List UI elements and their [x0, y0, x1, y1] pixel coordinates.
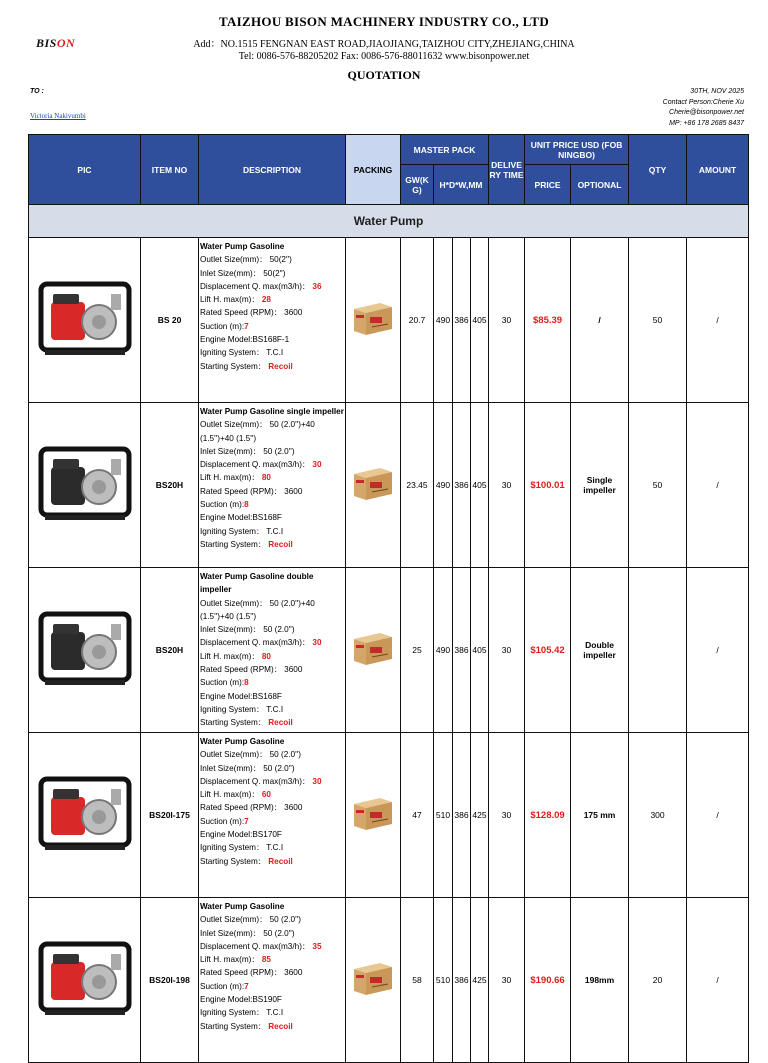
spec-text: Rated Speed (RPM)： 3600: [200, 486, 303, 496]
document-title: QUOTATION: [347, 68, 421, 82]
spec-highlight: Recoil: [268, 718, 293, 728]
spec-text: Inlet Size(mm)： 50 (2.0''): [200, 928, 295, 938]
contact-person: Contact Person:Cherie Xu: [662, 98, 744, 106]
header-unit-price: UNIT PRICE USD (FOB NINGBO): [525, 135, 629, 165]
description-title: Water Pump Gasoline: [200, 737, 285, 746]
unit-price: $190.66: [525, 898, 571, 1063]
spec-line: [200, 940, 344, 953]
carton-height: 490: [434, 568, 453, 733]
item-no: BS20I-175: [141, 733, 199, 898]
product-row: [29, 733, 749, 898]
spec-highlight: Recoil: [268, 856, 293, 866]
spec-line: [200, 913, 344, 926]
carton-depth: 386: [453, 403, 471, 568]
header-description: DESCRIPTION: [199, 135, 346, 205]
carton-width: 405: [471, 403, 489, 568]
spec-text: Lift H. max(m)：: [200, 790, 262, 800]
spec-text: Displacement Q. max(m3/h)：: [200, 941, 313, 951]
spec-text: Lift H. max(m)：: [200, 955, 262, 965]
spec-line: [200, 663, 344, 676]
spec-text: Outlet Size(mm)： 50 (2.0'')+40 (1.5'')+40 (1.5''): [200, 420, 315, 443]
company-address: Add：NO.1515 FENGNAN EAST ROAD,JIAOJIANG,TAIZHOU CITY,ZHEJIANG,CHINA: [193, 39, 575, 50]
optional: 175 mm: [571, 733, 629, 898]
spec-line: [200, 636, 344, 649]
spec-highlight: 30: [312, 638, 322, 648]
spec-text: Suction (m):: [200, 981, 245, 991]
spec-line: [200, 993, 344, 1006]
spec-highlight: 80: [261, 473, 271, 483]
spec-text: Starting System：: [200, 361, 269, 371]
spec-text: Starting System：: [200, 539, 269, 549]
contact-mobile: MP: +86 178 2685 8437: [669, 119, 744, 127]
delivery-time: 30: [489, 568, 525, 733]
spec-highlight: 7: [244, 321, 249, 331]
product-description: [199, 238, 346, 403]
delivery-time: 30: [489, 733, 525, 898]
spec-line: [200, 815, 344, 828]
water-pump-image: [33, 437, 137, 529]
spec-highlight: Recoil: [268, 539, 293, 549]
packing-cell: [346, 568, 401, 733]
header-amount: AMOUNT: [687, 135, 749, 205]
spec-line: [200, 445, 344, 458]
amount: /: [687, 733, 749, 898]
amount: /: [687, 568, 749, 733]
header-delivery-time: DELIVE RY TIME: [489, 135, 525, 205]
spec-line: [200, 1006, 344, 1019]
product-row: [29, 898, 749, 1063]
quantity: 50: [629, 403, 687, 568]
unit-price: $85.39: [525, 238, 571, 403]
spec-text: Displacement Q. max(m3/h)：: [200, 638, 313, 648]
carton-height: 490: [434, 238, 453, 403]
spec-highlight: 28: [261, 295, 271, 305]
spec-line: [200, 306, 344, 319]
spec-line: [200, 280, 344, 293]
optional: Double impeller: [571, 568, 629, 733]
contact-block: [663, 87, 744, 129]
spec-line: [200, 458, 344, 471]
product-row: [29, 568, 749, 733]
spec-line: [200, 841, 344, 854]
section-title: Water Pump: [29, 205, 749, 238]
spec-line: [200, 597, 344, 624]
description-title: Water Pump Gasoline: [200, 242, 285, 251]
spec-text: Outlet Size(mm)： 50 (2.0'')+40 (1.5'')+40 (1.5''): [200, 598, 315, 621]
delivery-time: 30: [489, 898, 525, 1063]
delivery-time: 30: [489, 403, 525, 568]
header-price: PRICE: [525, 165, 571, 205]
spec-text: Engine Model:BS168F: [200, 513, 282, 523]
header-hdw: H*D*W,MM: [434, 165, 489, 205]
spec-line: [200, 320, 344, 333]
amount: /: [687, 898, 749, 1063]
spec-line: [200, 650, 344, 663]
carton-box-image: [350, 627, 396, 669]
spec-line: [200, 511, 344, 524]
spec-text: Outlet Size(mm)： 50 (2.0''): [200, 750, 301, 760]
company-name: TAIZHOU BISON MACHINERY INDUSTRY CO., LTD: [218, 14, 550, 29]
spec-text: Displacement Q. max(m3/h)：: [200, 460, 313, 470]
carton-depth: 386: [453, 568, 471, 733]
carton-depth: 386: [453, 238, 471, 403]
spec-highlight: 30: [312, 776, 322, 786]
product-description: [199, 733, 346, 898]
spec-text: Suction (m):: [200, 816, 245, 826]
optional: /: [571, 238, 629, 403]
packing-cell: [346, 898, 401, 1063]
spec-text: Lift H. max(m)：: [200, 295, 262, 305]
spec-text: Displacement Q. max(m3/h)：: [200, 776, 313, 786]
spec-highlight: 8: [244, 678, 249, 688]
spec-text: Inlet Size(mm)： 50 (2.0''): [200, 763, 295, 773]
carton-width: 425: [471, 733, 489, 898]
spec-text: Igniting System： T.C.I: [200, 526, 284, 536]
spec-line: [200, 676, 344, 689]
product-photo-cell: [29, 898, 141, 1063]
spec-highlight: 7: [244, 816, 249, 826]
spec-text: Inlet Size(mm)： 50(2''): [200, 268, 286, 278]
spec-text: Suction (m):: [200, 321, 245, 331]
spec-text: Rated Speed (RPM)： 3600: [200, 803, 303, 813]
gross-weight: 20.7: [401, 238, 434, 403]
spec-line: [200, 253, 344, 266]
contact-email: Cherie@bisonpower.net: [669, 109, 744, 116]
optional: 198mm: [571, 898, 629, 1063]
product-row: [29, 403, 749, 568]
spec-highlight: Recoil: [268, 361, 293, 371]
spec-line: [200, 1020, 344, 1033]
spec-highlight: 85: [261, 955, 271, 965]
quantity: [629, 568, 687, 733]
quantity: 300: [629, 733, 687, 898]
packing-cell: [346, 733, 401, 898]
spec-text: Igniting System： T.C.I: [200, 348, 284, 358]
item-no: BS20I-198: [141, 898, 199, 1063]
carton-box-image: [350, 297, 396, 339]
unit-price: $105.42: [525, 568, 571, 733]
carton-height: 510: [434, 733, 453, 898]
carton-width: 425: [471, 898, 489, 1063]
packing-cell: [346, 403, 401, 568]
spec-text: Igniting System： T.C.I: [200, 843, 284, 853]
spec-line: [200, 418, 344, 445]
spec-text: Inlet Size(mm)： 50 (2.0''): [200, 446, 295, 456]
product-row: [29, 238, 749, 403]
header-optional: OPTIONAL: [571, 165, 629, 205]
spec-line: [200, 623, 344, 636]
company-logo: BISON: [36, 36, 76, 50]
spec-text: Rated Speed (RPM)： 3600: [200, 968, 303, 978]
product-description: [199, 568, 346, 733]
spec-line: [200, 716, 344, 729]
water-pump-image: [33, 602, 137, 694]
spec-line: [200, 293, 344, 306]
carton-box-image: [350, 792, 396, 834]
product-description: [199, 403, 346, 568]
quote-date: 30TH, NOV 2025: [690, 88, 744, 95]
spec-text: Engine Model:BS170F: [200, 830, 282, 840]
description-title: Water Pump Gasoline single impeller: [200, 407, 344, 416]
carton-height: 490: [434, 403, 453, 568]
spec-highlight: 36: [312, 281, 322, 291]
water-pump-image: [33, 272, 137, 364]
carton-height: 510: [434, 898, 453, 1063]
spec-line: [200, 762, 344, 775]
product-photo-cell: [29, 238, 141, 403]
product-photo-cell: [29, 568, 141, 733]
quotation-table: [28, 134, 749, 1063]
spec-line: [200, 360, 344, 373]
carton-width: 405: [471, 238, 489, 403]
spec-text: Engine Model:BS168F: [200, 691, 282, 701]
header-qty: QTY: [629, 135, 687, 205]
carton-depth: 386: [453, 898, 471, 1063]
spec-text: Starting System：: [200, 1021, 269, 1031]
spec-line: [200, 485, 344, 498]
spec-line: [200, 775, 344, 788]
spec-line: [200, 748, 344, 761]
item-no: BS20H: [141, 568, 199, 733]
spec-line: [200, 855, 344, 868]
spec-line: [200, 966, 344, 979]
spec-line: [200, 538, 344, 551]
customer-name-link[interactable]: Victoria Nakivumbi: [30, 112, 86, 120]
spec-text: Engine Model:BS168F-1: [200, 335, 290, 345]
water-pump-image: [33, 767, 137, 859]
spec-text: Suction (m):: [200, 678, 245, 688]
header-master-pack: MASTER PACK: [401, 135, 489, 165]
carton-box-image: [350, 462, 396, 504]
gross-weight: 23.45: [401, 403, 434, 568]
spec-highlight: Recoil: [268, 1021, 293, 1031]
header-packing: PACKING: [346, 135, 401, 205]
spec-highlight: 8: [244, 500, 249, 510]
spec-line: [200, 788, 344, 801]
spec-line: [200, 927, 344, 940]
product-photo-cell: [29, 403, 141, 568]
quantity: 20: [629, 898, 687, 1063]
header-pic: PIC: [29, 135, 141, 205]
spec-highlight: 35: [312, 941, 322, 951]
spec-line: [200, 703, 344, 716]
description-title: Water Pump Gasoline double impeller: [200, 572, 314, 595]
spec-line: [200, 801, 344, 814]
spec-text: Outlet Size(mm)： 50(2''): [200, 255, 292, 265]
spec-highlight: 60: [261, 790, 271, 800]
water-pump-image: [33, 932, 137, 1024]
spec-text: Lift H. max(m)：: [200, 473, 262, 483]
spec-text: Igniting System： T.C.I: [200, 1008, 284, 1018]
spec-line: [200, 953, 344, 966]
spec-line: [200, 333, 344, 346]
item-no: BS20H: [141, 403, 199, 568]
spec-text: Rated Speed (RPM)： 3600: [200, 308, 303, 318]
spec-highlight: 30: [312, 460, 322, 470]
spec-text: Suction (m):: [200, 500, 245, 510]
item-no: BS 20: [141, 238, 199, 403]
spec-line: [200, 690, 344, 703]
section-row: [29, 205, 749, 238]
spec-text: Starting System：: [200, 718, 269, 728]
spec-line: [200, 346, 344, 359]
gross-weight: 47: [401, 733, 434, 898]
spec-text: Inlet Size(mm)： 50 (2.0''): [200, 625, 295, 635]
to-label: TO :: [30, 88, 44, 95]
spec-text: Starting System：: [200, 856, 269, 866]
spec-line: [200, 828, 344, 841]
spec-text: Igniting System： T.C.I: [200, 704, 284, 714]
quantity: 50: [629, 238, 687, 403]
unit-price: $128.09: [525, 733, 571, 898]
header-gw: GW(K G): [401, 165, 434, 205]
packing-cell: [346, 238, 401, 403]
spec-line: [200, 525, 344, 538]
spec-text: Engine Model:BS190F: [200, 995, 282, 1005]
product-photo-cell: [29, 733, 141, 898]
gross-weight: 25: [401, 568, 434, 733]
amount: /: [687, 403, 749, 568]
company-contact-line: Tel: 0086-576-88205202 Fax: 0086-576-88011632 www.bisonpower.net: [238, 51, 530, 62]
carton-depth: 386: [453, 733, 471, 898]
amount: /: [687, 238, 749, 403]
spec-highlight: 7: [244, 981, 249, 991]
optional: Single impeller: [571, 403, 629, 568]
spec-line: [200, 267, 344, 280]
delivery-time: 30: [489, 238, 525, 403]
unit-price: $100.01: [525, 403, 571, 568]
spec-text: Outlet Size(mm)： 50 (2.0''): [200, 915, 301, 925]
spec-line: [200, 498, 344, 511]
spec-line: [200, 980, 344, 993]
description-title: Water Pump Gasoline: [200, 902, 285, 911]
spec-text: Rated Speed (RPM)： 3600: [200, 665, 303, 675]
carton-box-image: [350, 957, 396, 999]
product-description: [199, 898, 346, 1063]
carton-width: 405: [471, 568, 489, 733]
gross-weight: 58: [401, 898, 434, 1063]
spec-highlight: 80: [261, 651, 271, 661]
spec-text: Lift H. max(m)：: [200, 651, 262, 661]
header-item-no: ITEM NO: [141, 135, 199, 205]
spec-text: Displacement Q. max(m3/h)：: [200, 281, 313, 291]
spec-line: [200, 471, 344, 484]
